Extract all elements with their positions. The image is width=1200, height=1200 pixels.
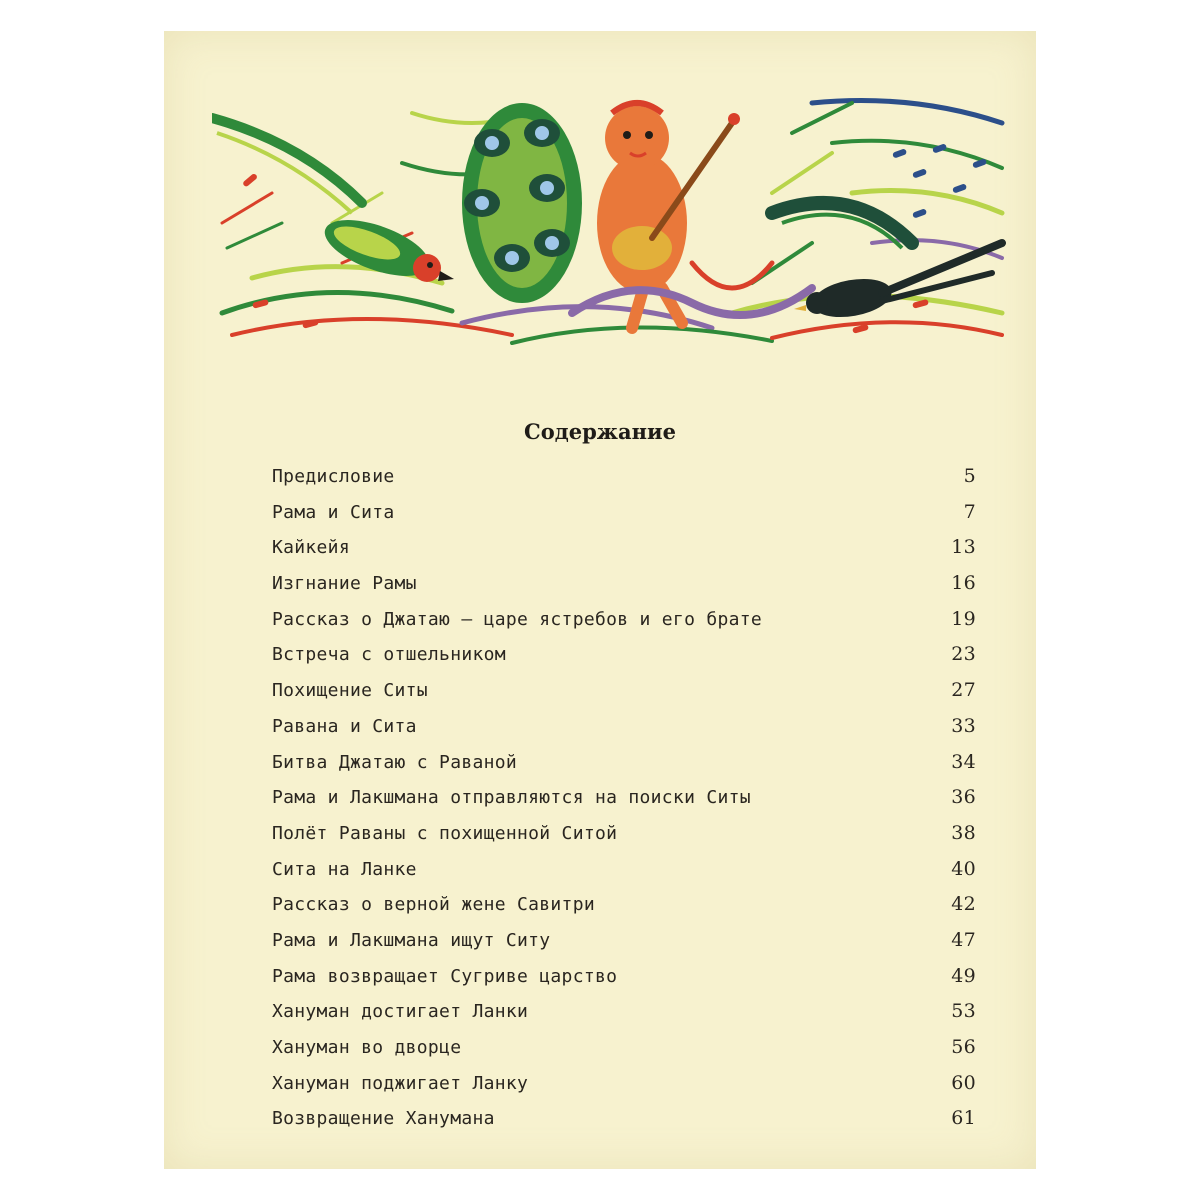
- toc-entry: [272, 1030, 976, 1066]
- toc-entry-title: Рассказ о Джатаю — царе ястребов и его брате: [272, 608, 763, 630]
- toc-entry: [272, 887, 976, 923]
- toc-entry-page: 61: [951, 1107, 976, 1130]
- toc-entry-page: 5: [963, 465, 976, 487]
- toc-entry-title: Рама и Сита: [272, 501, 395, 523]
- toc-entry: [272, 816, 976, 852]
- toc-entry-page: 42: [951, 893, 976, 916]
- toc-entry: [272, 852, 976, 888]
- toc-entry-page: 23: [951, 643, 976, 666]
- toc-entry-title: Хануман во дворце: [272, 1037, 462, 1058]
- toc-entry: [272, 994, 976, 1030]
- toc-entry-page: 27: [951, 679, 976, 702]
- toc-entry-title: Возвращение Ханумана: [272, 1108, 495, 1130]
- toc-entry-page: 47: [951, 928, 976, 951]
- toc-entry: [272, 637, 976, 673]
- toc-entry-title: Похищение Ситы: [272, 680, 428, 702]
- toc-entry-title: Битва Джатаю с Раваной: [272, 751, 518, 773]
- peacock-icon: [462, 103, 582, 303]
- toc-entry-page: 7: [963, 500, 976, 523]
- toc-entry: [272, 923, 976, 959]
- toc-entry-page: 53: [951, 1000, 976, 1023]
- toc-entry: [272, 1101, 976, 1137]
- toc-entry: [272, 780, 976, 816]
- toc-list: [272, 459, 976, 1137]
- toc-entry: [272, 673, 976, 709]
- toc-entry-page: 49: [951, 964, 976, 987]
- toc-entry-page: 40: [951, 857, 976, 880]
- toc-entry-page: 56: [951, 1036, 976, 1058]
- toc-entry-title: Хануман достигает Ланки: [272, 1001, 529, 1023]
- toc-entry: [272, 566, 976, 602]
- toc-entry-page: 34: [951, 750, 976, 773]
- parrot-icon: [212, 118, 454, 287]
- toc-entry-page: 33: [951, 714, 976, 737]
- toc-entry-title: Хануман поджигает Ланку: [272, 1072, 529, 1094]
- toc-entry-title: Изгнание Рамы: [272, 573, 417, 595]
- toc-entry: [272, 745, 976, 781]
- toc-entry-title: Встреча с отшельником: [272, 644, 506, 666]
- toc-entry: [272, 709, 976, 745]
- header-illustration: [212, 73, 1012, 353]
- toc-entry-page: 38: [951, 821, 976, 844]
- toc-entry-page: 36: [951, 786, 976, 809]
- toc-entry: [272, 1066, 976, 1102]
- toc-entry-title: Рама и Лакшмана ищут Ситу: [272, 929, 551, 951]
- toc-entry-title: Рама и Лакшмана отправляются на поиски Ситы: [272, 787, 751, 809]
- toc-entry-page: 19: [951, 607, 976, 630]
- toc-entry: [272, 459, 976, 495]
- toc-entry-title: Полёт Раваны с похищенной Ситой: [272, 822, 618, 844]
- toc-title: Содержание: [524, 419, 676, 444]
- toc-entry: [272, 602, 976, 638]
- book-page: [164, 31, 1036, 1169]
- toc-entry: [272, 959, 976, 995]
- toc-entry-title: Рассказ о верной жене Савитри: [272, 894, 595, 916]
- toc-entry-title: Предисловие: [272, 466, 395, 487]
- toc-entry-title: Равана и Сита: [272, 715, 417, 737]
- toc-entry-page: 16: [951, 572, 976, 595]
- toc-entry-page: 60: [951, 1071, 976, 1094]
- toc-entry-title: Кайкейя: [272, 537, 350, 559]
- toc-entry: [272, 530, 976, 566]
- toc-entry-page: 13: [951, 536, 976, 559]
- toc-entry: [272, 495, 976, 531]
- toc-entry-title: Сита на Ланке: [272, 858, 417, 880]
- toc-entry-title: Рама возвращает Сугриве царство: [272, 965, 618, 987]
